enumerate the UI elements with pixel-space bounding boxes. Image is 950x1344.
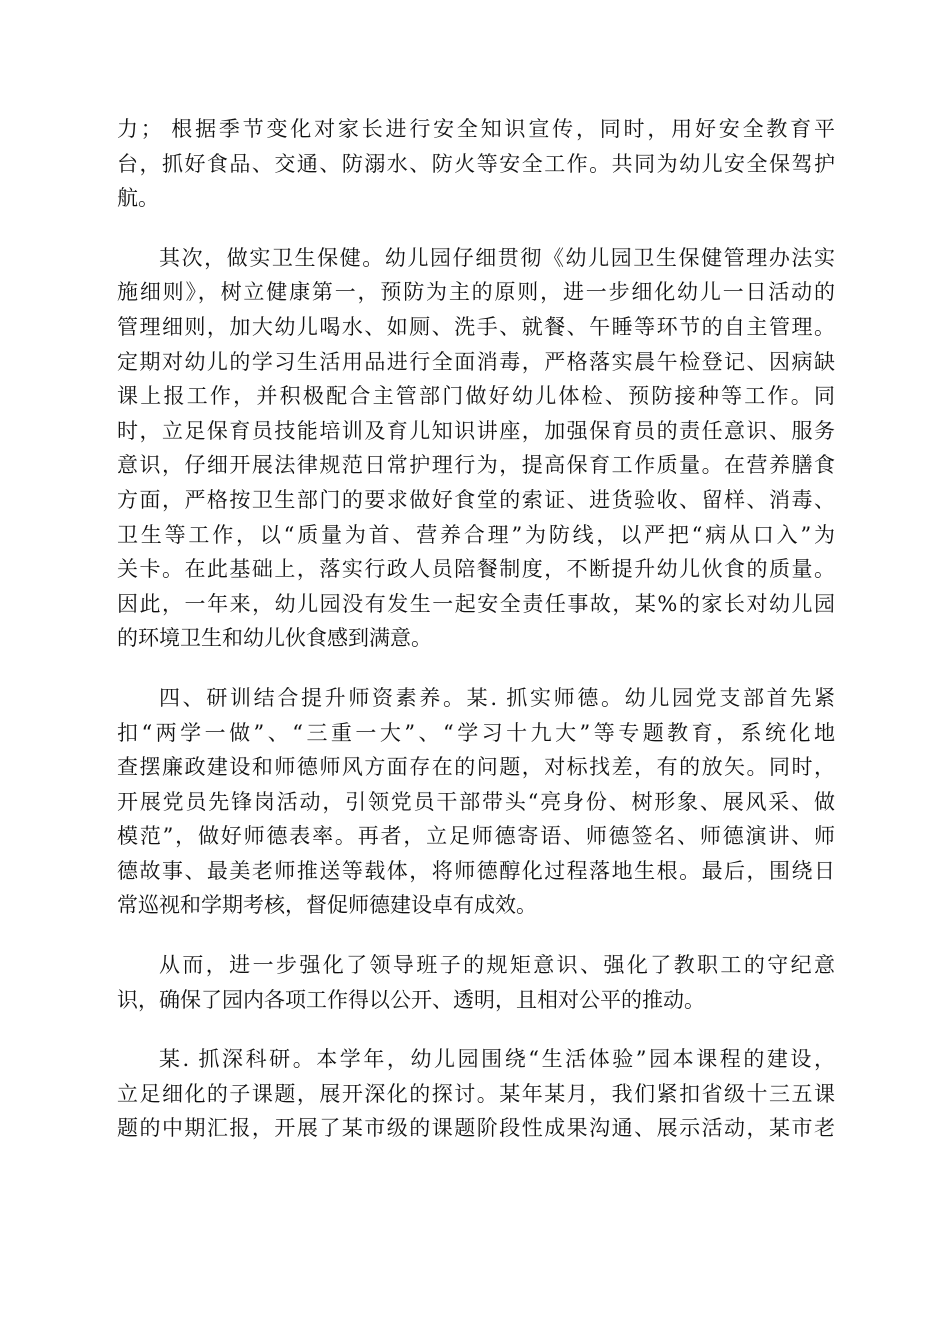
text-line: 时，立足保育员技能培训及育儿知识讲座，加强保育员的责任意识、服务 [117,418,835,443]
text-line: 力； 根据季节变化对家长进行安全知识宣传，同时，用好安全教育平 [117,117,835,141]
text-line: 课上报工作，并积极配合主管部门做好幼儿体检、预防接种等工作。同 [117,384,835,409]
text-line: 题的中期汇报，开展了某市级的课题阶段性成果沟通、展示活动，某市老 [117,1116,835,1141]
text-line: 模范”，做好师德表率。再者，立足师德寄语、师德签名、师德演讲、师 [117,824,835,849]
text-line: 查摆廉政建设和师德师风方面存在的问题，对标找差，有的放矢。同时， [117,755,835,780]
text-line: 航。 [117,186,159,211]
text-line: 扣“两学一做”、“三重一大”、“学习十九大”等专题教育，系统化地 [117,720,835,745]
text-line: 常巡视和学期考核，督促师德建设卓有成效。 [117,893,537,918]
text-line: 定期对幼儿的学习生活用品进行全面消毒，严格落实晨午检登记、因病缺 [117,349,835,374]
text-line: 卫生等工作，以“质量为首、营养合理”为防线，以严把“病从口入”为 [117,522,835,547]
text-line: 方面，严格按卫生部门的要求做好食堂的索证、进货验收、留样、消毒、 [117,487,835,512]
paragraph-safety-publicity [117,112,835,216]
document-page [117,112,835,1171]
text-line: 意识，仔细开展法律规范日常护理行为，提高保育工作质量。在营养膳食 [117,453,835,478]
text-line: 开展党员先锋岗活动，引领党员干部带头“亮身份、树形象、展风采、做 [117,789,835,814]
text-line: 某. 抓深科研。本学年，幼儿园围绕“生活体验”园本课程的建设， [159,1047,835,1072]
text-line: 德故事、最美老师推送等载体，将师德醇化过程落地生根。最后，围绕日 [117,858,835,883]
paragraph-health-care [117,241,835,656]
text-line: 从而，进一步强化了领导班子的规矩意识、强化了教职工的守纪意 [159,953,835,978]
text-line: 四、研训结合提升师资素养。某. 抓实师德。幼儿园党支部首先紧 [159,685,835,710]
text-line: 识，确保了园内各项工作得以公开、透明，且相对公平的推动。 [117,987,705,1012]
paragraph-discipline [117,948,835,1017]
text-line: 其次，做实卫生保健。幼儿园仔细贯彻《幼儿园卫生保健管理办法实 [159,245,835,270]
text-line: 管理细则，加大幼儿喝水、如厕、洗手、就餐、午睡等环节的自主管理。 [117,314,835,339]
text-line: 关卡。在此基础上，落实行政人员陪餐制度，不断提升幼儿伙食的质量。 [117,557,835,582]
text-line: 的环境卫生和幼儿伙食感到满意。 [117,626,432,651]
paragraph-teacher-ethics [117,681,835,923]
paragraph-research [117,1042,835,1146]
text-line: 施细则》，树立健康第一，预防为主的原则，进一步细化幼儿一日活动的 [117,280,835,305]
text-line: 因此，一年来，幼儿园没有发生一起安全责任事故，某%的家长对幼儿园 [117,591,835,616]
text-line: 立足细化的子课题，展开深化的探讨。某年某月，我们紧扣省级十三五课 [117,1081,835,1106]
text-line: 台，抓好食品、交通、防溺水、防火等安全工作。共同为幼儿安全保驾护 [117,151,835,176]
